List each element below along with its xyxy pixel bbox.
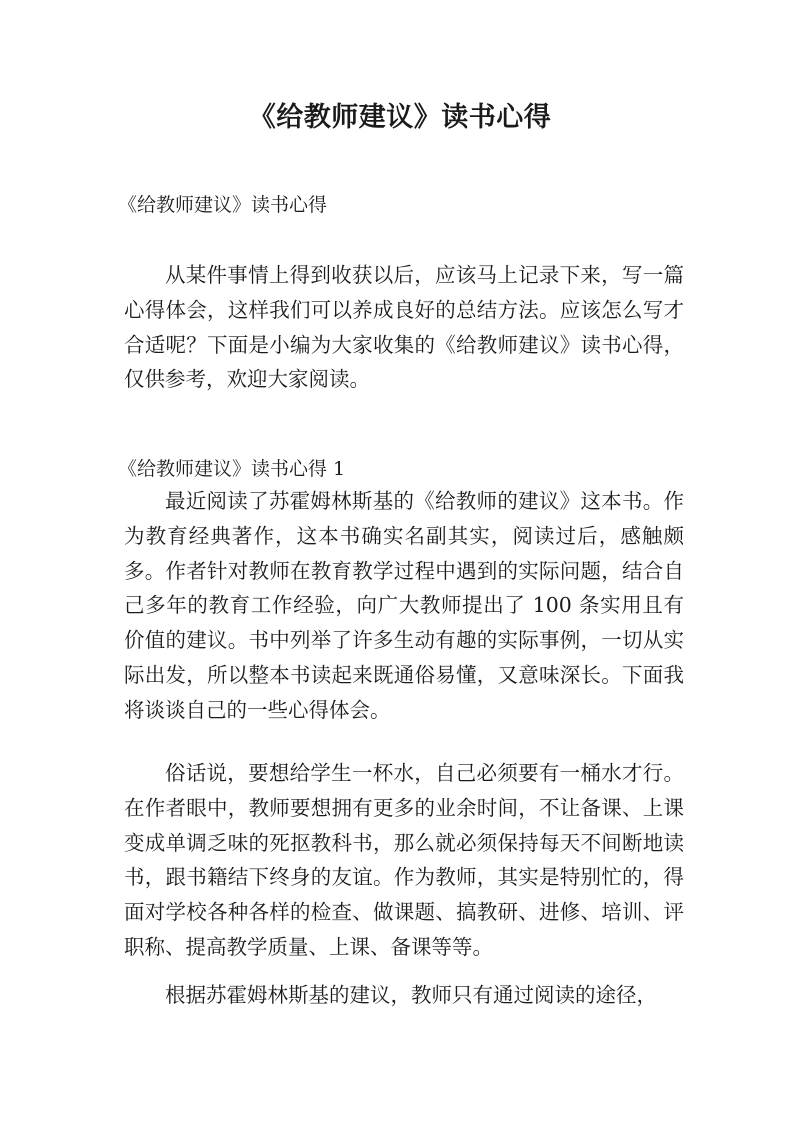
intro-paragraph: 从某件事情上得到收获以后，应该马上记录下来，写一篇心得体会，这样我们可以养成良好的总结方法。应该怎么写才合适呢？下面是小编为大家收集的《给教师建议》读书心得，仅供参考，欢迎大家阅读。 (124, 263, 684, 392)
document-title: 《给教师建议》读书心得 (248, 102, 552, 133)
section-heading: 《给教师建议》读书心得 1 (118, 458, 346, 480)
document-subtitle: 《给教师建议》读书心得 (118, 194, 328, 216)
body-paragraph-2: 俗话说，要想给学生一杯水，自己必须要有一桶水才行。在作者眼中，教师要想拥有更多的业余时间，不让备课、上课变成单调乏味的死抠教科书，那么就必须保持每天不间断地读书，跟书籍结下终身的友谊。作为教师，其实是特别忙的，得面对学校各种各样的检查、做课题、搞教研、进修、培训、评职称、提高教学质量、上课、备课等等。 (124, 761, 684, 959)
body-paragraph-1: 最近阅读了苏霍姆林斯基的《给教师的建议》这本书。作为教育经典著作，这本书确实名副其实，阅读过后，感触颇多。作者针对教师在教育教学过程中遇到的实际问题，结合自己多年的教育工作经验，向广大教师提出了 100 条实用且有价值的建议。书中列举了许多生动有趣的实际事例，一切从实际出发，所以整本书读起来既通俗易懂，又意味深长。下面我将谈谈自己的一些心得体会。 (124, 489, 684, 722)
body-paragraph-3: 根据苏霍姆林斯基的建议，教师只有通过阅读的途径， (165, 983, 657, 1007)
